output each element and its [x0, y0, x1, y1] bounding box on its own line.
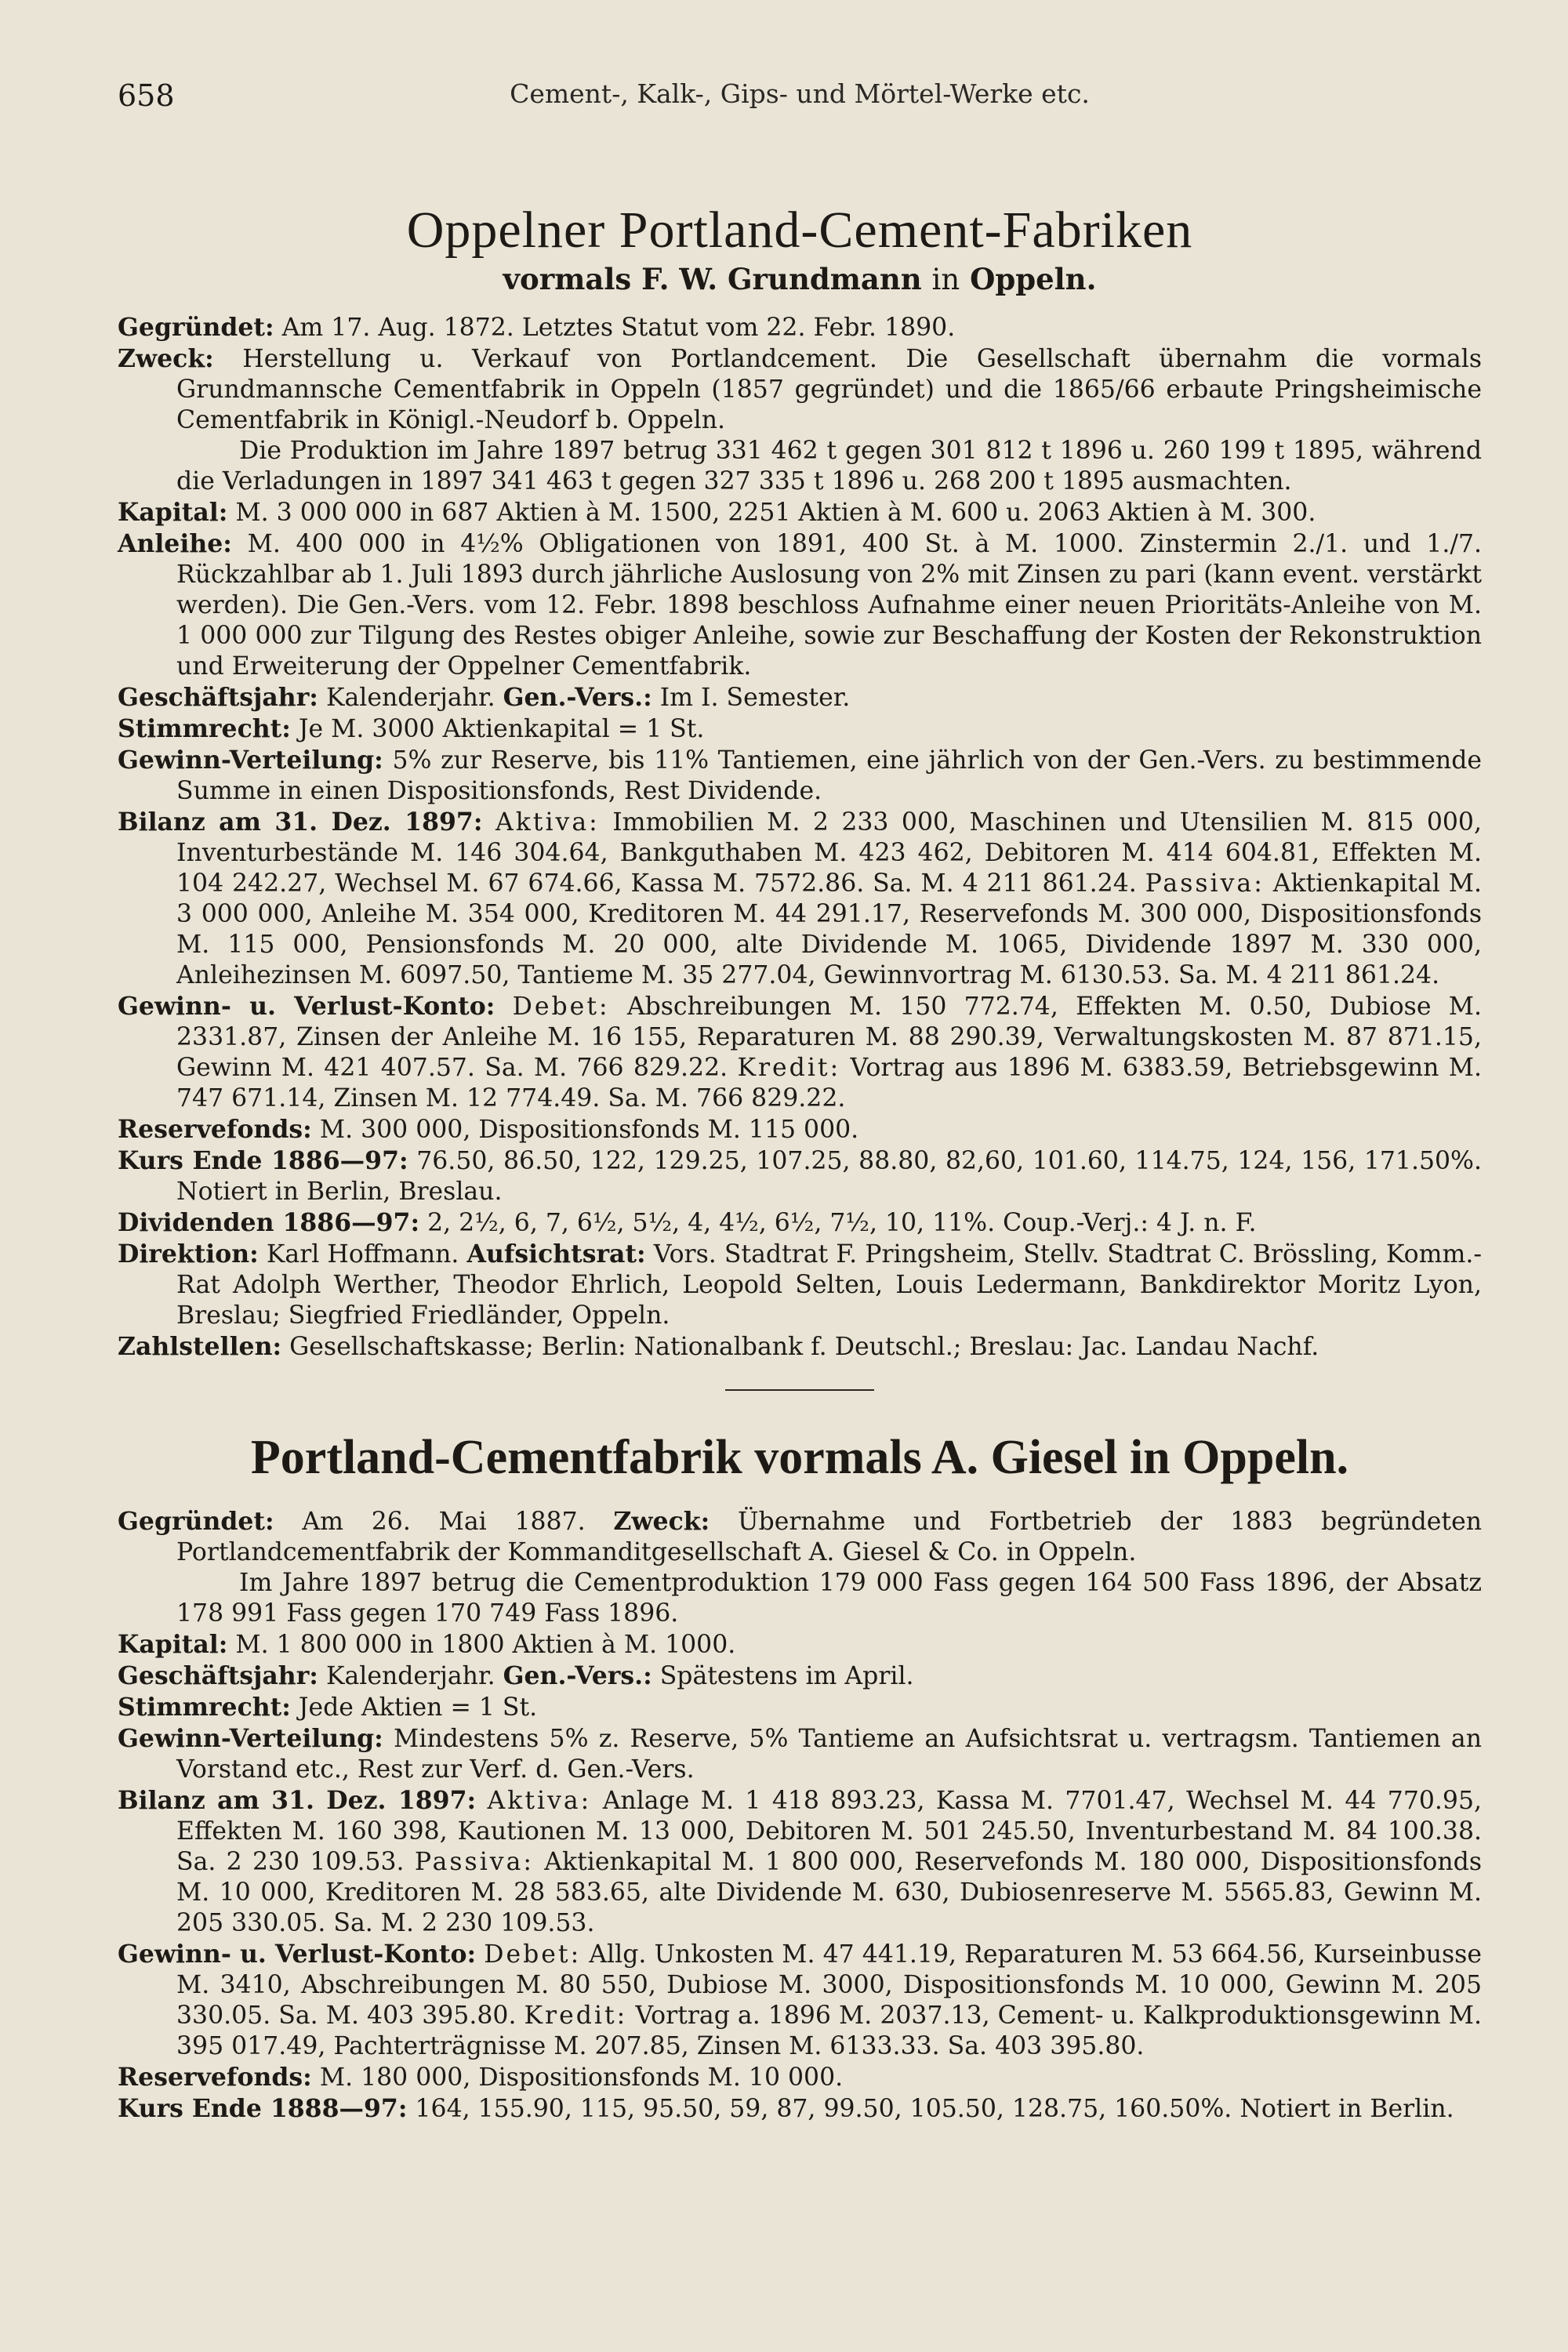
company1-gegruendet: Gegründet: Am 17. Aug. 1872. Letztes Statut vom 22. Febr. 1890.: [118, 313, 956, 342]
company1-subtitle-former: vormals F. W. Grundmann: [503, 262, 922, 296]
company2-bilanz: Bilanz am 31. Dez. 1897: Aktiva: Anlage M. 1 418 893.23, Kassa M. 7701.47, Wechsel M. 44 770.95, Effekten M. 160 398, Kautionen M. 13 000, Debitoren M. 501 245.50, Inventurbestand M. 84 100.38. Sa. 2 230 109.53. Passiva: Aktienkapital M. 1 800 000, Reservefonds M. 180 000, Dispositionsfonds M. 10 000, Kreditoren M. 28 583.65, alte Dividende M. 630, Dubiosenreserve M. 5565.83, Gewinn M. 205 330.05. Sa. M. 2 230 109.53.: [118, 1786, 1483, 1937]
company2-gewinn-verlust: Gewinn- u. Verlust-Konto: Debet: Allg. Unkosten M. 47 441.19, Reparaturen M. 53 664.56, Kurseinbusse M. 3410, Abschreibungen M. 80 550, Dubiose M. 3000, Dispositionsfonds M. 10 000, Gewinn M. 205 330.05. Sa. M. 403 395.80. Kredit: Vortrag a. 1896 M. 2037.13, Cement- u. Kalkproduktionsgewinn M. 395 017.49, Pachterträgnisse M. 207.85, Zinsen M. 6133.33. Sa. 403 395.80.: [118, 1940, 1482, 2060]
company1-dividenden: Dividenden 1886—97: 2, 2½, 6, 7, 6½, 5½, 4, 4½, 6½, 7½, 10, 11%. Coup.-Verj.: 4 J. n. F.: [118, 1208, 1257, 1237]
company1-direktion: Direktion: Karl Hoffmann. Aufsichtsrat: Vors. Stadtrat F. Pringsheim, Stellv. Stadtrat C. Brössling, Komm.-Rat Adolph Werther, Theodor Ehrlich, Leopold Selten, Louis Ledermann, Bankdirektor Moritz Lyon, Breslau; Siegfried Friedländer, Oppeln.: [118, 1240, 1482, 1330]
company1-gewinnverteilung: Gewinn-Verteilung: 5% zur Reserve, bis 11% Tantiemen, eine jährlich von der Gen.-Vers. zu bestimmende Summe in einen Dispositionsfonds, Rest Dividende.: [118, 746, 1482, 805]
company1-title: Oppelner Portland-Cement-Fabriken: [406, 201, 1193, 259]
company1-kapital: Kapital: M. 3 000 000 in 687 Aktien à M. 1500, 2251 Aktien à M. 600 u. 2063 Aktien à M. 300.: [118, 498, 1316, 527]
section-divider: [725, 1389, 874, 1391]
company1-zahlstellen: Zahlstellen: Gesellschaftskasse; Berlin: Nationalbank f. Deutschl.; Breslau: Jac. Landau Nachf.: [118, 1332, 1319, 1361]
company1-anleihe: Anleihe: M. 400 000 in 4½% Obligationen von 1891, 400 St. à M. 1000. Zinstermin 2./1. und 1./7. Rückzahlbar ab 1. Juli 1893 durch jährliche Auslosung von 2% mit Zinsen zu pari (kann event. verstärkt werden). Die Gen.-Vers. vom 12. Febr. 1898 beschloss Aufnahme einer neuen Prioritäts-Anleihe von M. 1 000 000 zur Tilgung des Restes obiger Anleihe, sowie zur Beschaffung der Kosten der Rekonstruktion und Erweiterung der Oppelner Cementfabrik.: [118, 529, 1483, 681]
company1-zweck: Zweck: Herstellung u. Verkauf von Portlandcement. Die Gesellschaft übernahm die vormals Grundmannsche Cementfabrik in Oppeln (1857 gegründet) und die 1865/66 erbaute Pringsheimische Cementfabrik in Königl.-Neudorf b. Oppeln.: [118, 344, 1483, 434]
company1-reservefonds: Reservefonds: M. 300 000, Dispositionsfonds M. 115 000.: [118, 1115, 859, 1144]
company1-bilanz: Bilanz am 31. Dez. 1897: Aktiva: Immobilien M. 2 233 000, Maschinen und Utensilien M. 815 000, Inventurbestände M. 146 304.64, Bankguthaben M. 423 462, Debitoren M. 414 604.81, Effekten M. 104 242.27, Wechsel M. 67 674.66, Kassa M. 7572.86. Sa. M. 4 211 861.24. Passiva: Aktienkapital M. 3 000 000, Anleihe M. 354 000, Kreditoren M. 44 291.17, Reservefonds M. 300 000, Dispositionsfonds M. 115 000, Pensionsfonds M. 20 000, alte Dividende M. 1065, Dividende 1897 M. 330 000, Anleihezinsen M. 6097.50, Tantieme M. 35 277.04, Gewinnvortrag M. 6130.53. Sa. M. 4 211 861.24.: [118, 808, 1482, 989]
running-head: Cement-, Kalk-, Gips- und Mörtel-Werke etc.: [510, 78, 1090, 109]
company2-kapital: Kapital: M. 1 800 000 in 1800 Aktien à M. 1000.: [118, 1630, 736, 1659]
company1-entry: [118, 312, 1482, 1363]
company2-reservefonds: Reservefonds: M. 180 000, Dispositionsfonds M. 10 000.: [118, 2063, 844, 2092]
company1-kurs: Kurs Ende 1886—97: 76.50, 86.50, 122, 129.25, 107.25, 88.80, 82,60, 101.60, 114.75, 124, 156, 171.50%. Notiert in Berlin, Breslau.: [118, 1146, 1482, 1206]
page-header: [118, 55, 1482, 113]
company2-kurs: Kurs Ende 1888—97: 164, 155.90, 115, 95.50, 59, 87, 99.50, 105.50, 128.75, 160.50%. Notiert in Berlin.: [118, 2094, 1454, 2123]
company1-geschaeftsjahr: Geschäftsjahr: Kalenderjahr. Gen.-Vers.: Im I. Semester.: [118, 683, 851, 712]
company2-produktion: Im Jahre 1897 betrug die Cementproduktion 179 000 Fass gegen 164 500 Fass 1896, der Absatz 178 991 Fass gegen 170 749 Fass 1896.: [176, 1569, 1482, 1628]
company2-geschaeftsjahr: Geschäftsjahr: Kalenderjahr. Gen.-Vers.: Spätestens im April.: [118, 1661, 914, 1690]
page-number: 658: [118, 78, 175, 113]
company2-stimmrecht: Stimmrecht: Jede Aktien = 1 St.: [118, 1693, 538, 1722]
company1-stimmrecht: Stimmrecht: Je M. 3000 Aktienkapital = 1 St.: [118, 714, 705, 743]
company2-gewinnverteilung: Gewinn-Verteilung: Mindestens 5% z. Reserve, 5% Tantieme an Aufsichtsrat u. vertragsm. Tantiemen an Vorstand etc., Rest zur Verf. d. Gen.-Vers.: [118, 1724, 1483, 1784]
company2-gegruendet: Gegründet: Am 26. Mai 1887. Zweck: Übernahme und Fortbetrieb der 1883 begründeten Portlandcementfabrik der Kommanditgesellschaft A. Giesel & Co. in Oppeln.: [118, 1507, 1483, 1566]
company1-subtitle-place: Oppeln.: [970, 262, 1097, 296]
company2-title: Portland-Cementfabrik vormals A. Giesel in Oppeln.: [250, 1431, 1349, 1484]
company1-subtitle-in: in: [931, 263, 960, 296]
company1-produktion: Die Produktion im Jahre 1897 betrug 331 462 t gegen 301 812 t 1896 u. 260 199 t 1895, während die Verladungen in 1897 341 463 t gegen 327 335 t 1896 u. 268 200 t 1895 ausmachten.: [176, 437, 1482, 495]
company1-subtitle: [118, 262, 1482, 296]
company2-entry: [118, 1506, 1482, 2125]
company1-gewinn-verlust: Gewinn- u. Verlust-Konto: Debet: Abschreibungen M. 150 772.74, Effekten M. 0.50, Dubiose M. 2331.87, Zinsen der Anleihe M. 16 155, Reparaturen M. 88 290.39, Verwaltungskosten M. 87 871.15, Gewinn M. 421 407.57. Sa. M. 766 829.22. Kredit: Vortrag aus 1896 M. 6383.59, Betriebsgewinn M. 747 671.14, Zinsen M. 12 774.49. Sa. M. 766 829.22.: [118, 992, 1483, 1112]
